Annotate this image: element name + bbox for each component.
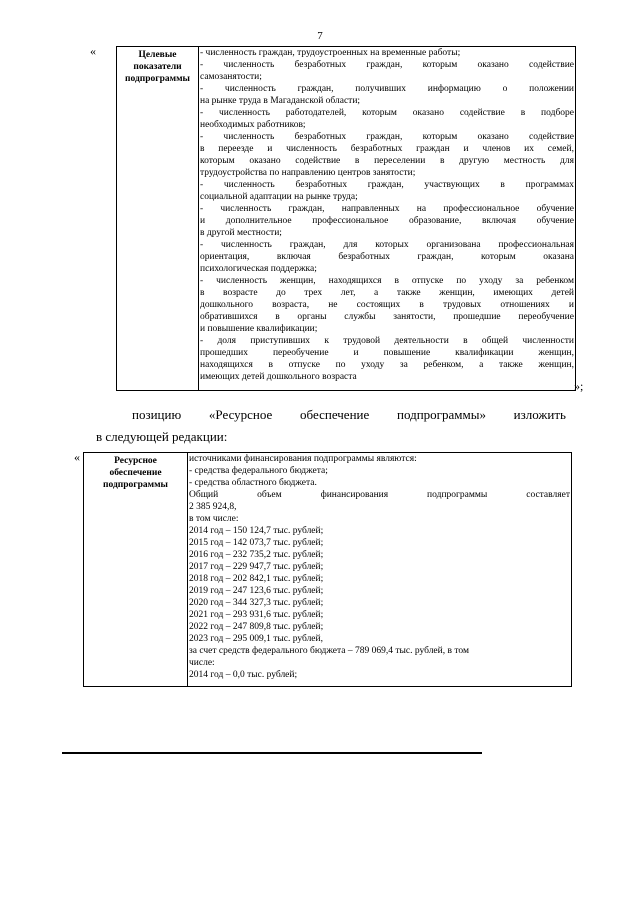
- text-line: - численность безработных граждан, участвующих в программах: [200, 180, 574, 190]
- text-line: числе:: [189, 658, 215, 668]
- text-line: 2016 год – 232 735,2 тыс. рублей;: [189, 550, 324, 560]
- text-line: - численность граждан, направленных на профессиональное обучение: [200, 204, 574, 214]
- text-line: - численность граждан, получивших информацию о положении: [200, 84, 574, 94]
- text-line: 2014 год – 150 124,7 тыс. рублей;: [189, 526, 324, 536]
- text-line: 2018 год – 202 842,1 тыс. рублей;: [189, 574, 324, 584]
- text-line: дошкольного возраста, не состоящих в трудовых отношениях и: [200, 300, 574, 310]
- text-line: - доля приступивших к трудовой деятельности в общей численности: [200, 336, 574, 346]
- text-line: за счет средств федерального бюджета – 789 069,4 тыс. рублей, в том: [189, 646, 469, 656]
- text-line: в возрасте до трех лет, а также женщин, имеющих детей: [200, 288, 574, 298]
- closing-quote-1: »;: [574, 379, 584, 393]
- text-line: - численность безработных граждан, которым оказано содействие: [200, 132, 574, 142]
- resource-provision-label: [84, 453, 188, 686]
- text-line: психологическая поддержка;: [200, 264, 317, 274]
- text-line: прошедших переобучение и повышение квалификации женщин,: [200, 348, 574, 358]
- text-line: - численность безработных граждан, которым оказано содействие: [200, 60, 574, 70]
- target-indicators-content: [199, 47, 575, 390]
- text-line: которым оказано содействие в переселении в другую местность для: [200, 156, 574, 166]
- text-line: источниками финансирования подпрограммы являются:: [189, 454, 417, 464]
- text-line: 2019 год – 247 123,6 тыс. рублей;: [189, 586, 324, 596]
- text-line: - численность женщин, находящихся в отпуске по уходу за ребенком: [200, 276, 574, 286]
- text-line: находящихся в отпуске по уходу за ребенком, а также женщин,: [200, 360, 574, 370]
- text-line: - средства областного бюджета.: [189, 478, 317, 488]
- text-line: 2020 год – 344 327,3 тыс. рублей;: [189, 598, 324, 608]
- text-line: имеющих детей дошкольного возраста: [200, 372, 357, 382]
- label-line: Целевые: [138, 50, 177, 60]
- text-line: 2021 год – 293 931,6 тыс. рублей;: [189, 610, 324, 620]
- text-line: в другой местности;: [200, 228, 282, 238]
- text-line: 2014 год – 0,0 тыс. рублей;: [189, 670, 298, 680]
- text-line: в том числе:: [189, 514, 239, 524]
- bottom-divider: [62, 752, 482, 754]
- text-line: самозанятости;: [200, 72, 262, 82]
- text-line: - численность работодателей, которым оказано содействие в подборе: [200, 108, 574, 118]
- target-indicators-label: [117, 47, 199, 390]
- paragraph-line-2: в следующей редакции:: [96, 429, 228, 444]
- text-line: на рынке труда в Магаданской области;: [200, 96, 361, 106]
- text-line: необходимых работников;: [200, 120, 306, 130]
- text-line: 2 385 924,8,: [189, 502, 237, 512]
- text-line: - численность граждан, для которых организована профессиональная: [200, 240, 574, 250]
- opening-quote-2: «: [74, 450, 80, 464]
- target-indicators-table: [116, 46, 576, 391]
- text-line: 2022 год – 247 809,8 тыс. рублей;: [189, 622, 324, 632]
- opening-quote-1: «: [90, 44, 96, 58]
- resource-provision-table: [83, 452, 572, 687]
- label-line: подпрограммы: [125, 74, 190, 84]
- resource-provision-content: [188, 453, 571, 686]
- page-number: 7: [317, 30, 323, 42]
- label-line: показатели: [133, 62, 182, 72]
- text-line: и дополнительное профессиональное образование, включая обучение: [200, 216, 574, 226]
- text-line: - средства федерального бюджета;: [189, 466, 328, 476]
- label-line: Ресурсное: [114, 456, 157, 466]
- text-line: трудоустройства по направлению центров занятости;: [200, 168, 416, 178]
- text-line: 2015 год – 142 073,7 тыс. рублей;: [189, 538, 324, 548]
- text-line: 2023 год – 295 009,1 тыс. рублей,: [189, 634, 323, 644]
- text-line: ориентация, включая безработных граждан, которым оказана: [200, 252, 574, 262]
- label-line: подпрограммы: [103, 480, 168, 490]
- paragraph-line-1: позицию «Ресурсное обеспечение подпрограммы» изложить: [132, 407, 566, 422]
- text-line: Общий объем финансирования подпрограммы составляет: [189, 490, 570, 500]
- text-line: 2017 год – 229 947,7 тыс. рублей;: [189, 562, 324, 572]
- text-line: обратившихся в органы службы занятости, прошедшие переобучение: [200, 312, 574, 322]
- text-line: - численность граждан, трудоустроенных на временные работы;: [200, 48, 461, 58]
- text-line: и повышение квалификации;: [200, 324, 318, 334]
- text-line: в переезде и численность безработных граждан и членов их семей,: [200, 144, 574, 154]
- text-line: социальной адаптации на рынке труда;: [200, 192, 358, 202]
- amendment-paragraph: [96, 404, 566, 448]
- label-line: обеспечение: [109, 468, 162, 478]
